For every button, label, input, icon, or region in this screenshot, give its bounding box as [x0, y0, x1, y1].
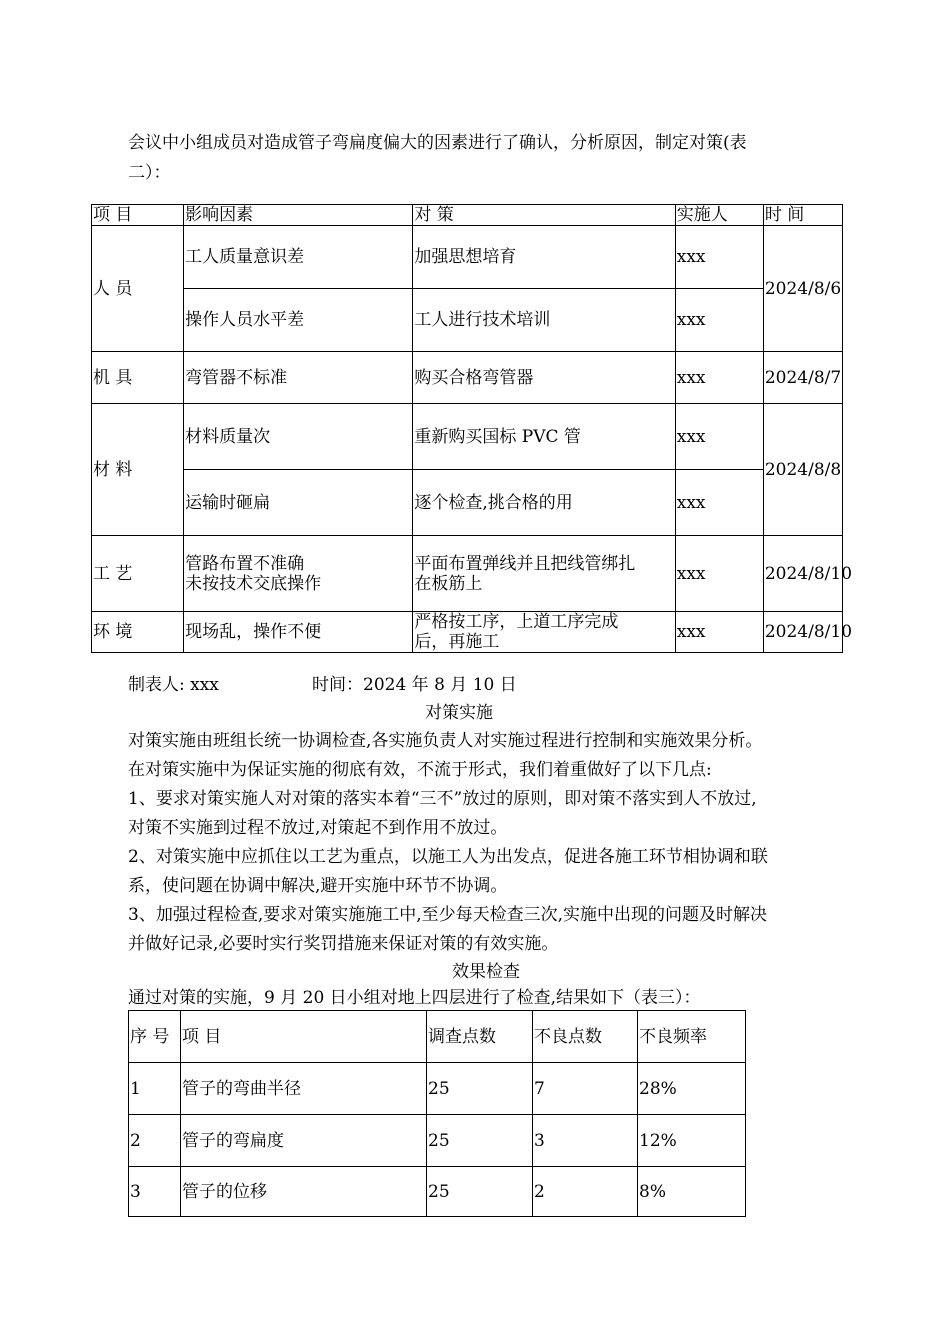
- factor-cell: 操作人员水平差: [184, 289, 413, 352]
- measure-cell: 购买合格弯管器: [413, 352, 675, 404]
- factor-line: 未按技术交底操作: [185, 573, 322, 594]
- header-cell: 不良点数: [533, 1011, 638, 1063]
- table-cell: 2: [533, 1167, 638, 1217]
- table-cell: 3: [129, 1167, 181, 1217]
- header-cell: 影响因素: [184, 205, 413, 226]
- measure-cell: 重新购买国标 PVC 管: [413, 404, 675, 470]
- header-cell: 项 目: [181, 1011, 427, 1063]
- table-row: [129, 1063, 746, 1115]
- table-cell: 25: [427, 1167, 533, 1217]
- factor-cell: 运输时砸扁: [184, 470, 413, 536]
- table-cell: 8%: [638, 1167, 746, 1217]
- header-cell: 不良频率: [638, 1011, 746, 1063]
- table-row: [92, 404, 843, 470]
- paragraph-line: 系，使问题在协调中解决,避开实施中环节不协调。: [128, 876, 508, 896]
- person-cell: xxx: [675, 612, 763, 653]
- date-cell: 2024/8/10: [763, 612, 842, 653]
- table-cell: 管子的弯扁度: [181, 1115, 427, 1167]
- measure-cell: 加强思想培育: [413, 226, 675, 289]
- table-row: [92, 536, 843, 612]
- measure-line: 后，再施工: [414, 632, 500, 652]
- table-cell: 2: [129, 1115, 181, 1167]
- measure-cell: [413, 536, 675, 612]
- table-cell: 12%: [638, 1115, 746, 1167]
- header-cell: 调查点数: [427, 1011, 533, 1063]
- table-row: [92, 352, 843, 404]
- date-cell: 2024/8/10: [763, 536, 842, 612]
- table-row: [92, 470, 843, 536]
- header-cell: 对 策: [413, 205, 675, 226]
- measure-cell: 逐个检查,挑合格的用: [413, 470, 675, 536]
- table-cell: 管子的位移: [181, 1167, 427, 1217]
- date-cell: 2024/8/7: [763, 352, 842, 404]
- header-cell: 序 号: [129, 1011, 181, 1063]
- intro-line-1: 会议中小组成员对造成管子弯扁度偏大的因素进行了确认，分析原因，制定对策(表: [128, 133, 747, 153]
- paragraph-line: 在对策实施中为保证实施的彻底有效，不流于形式，我们着重做好了以下几点:: [128, 760, 712, 780]
- factor-cell: [184, 536, 413, 612]
- header-cell: 实施人: [675, 205, 763, 226]
- person-cell: xxx: [675, 536, 763, 612]
- factor-cell: 现场乱，操作不便: [184, 612, 413, 653]
- category-cell: 材 料: [92, 404, 184, 536]
- intro-line-2: 二）：: [128, 163, 171, 183]
- category-cell: 机 具: [92, 352, 184, 404]
- header-cell: 项 目: [92, 205, 184, 226]
- category-cell: 工 艺: [92, 536, 184, 612]
- table-row: [92, 612, 843, 653]
- paragraph-line: 对策实施由班组长统一协调检查,各实施负责人对实施过程进行控制和实施效果分析。: [128, 731, 763, 751]
- effect-check-table: [128, 1010, 746, 1217]
- person-cell: xxx: [675, 404, 763, 470]
- table-cell: 28%: [638, 1063, 746, 1115]
- person-cell: xxx: [675, 470, 763, 536]
- table-cell: 25: [427, 1115, 533, 1167]
- table-cell: 7: [533, 1063, 638, 1115]
- category-cell: 人 员: [92, 226, 184, 352]
- factor-cell: 弯管器不标准: [184, 352, 413, 404]
- table-cell: 1: [129, 1063, 181, 1115]
- paragraph-line: 1、要求对策实施人对对策的落实本着“三不”放过的原则，即对策不落实到人不放过,: [128, 789, 757, 809]
- effect-check-intro: 通过对策的实施，9 月 20 日小组对地上四层进行了检查,结果如下（表三）：: [128, 988, 701, 1008]
- person-cell: xxx: [675, 226, 763, 289]
- measure-cell: [413, 612, 675, 653]
- person-cell: xxx: [675, 352, 763, 404]
- measure-line: 平面布置弹线并且把线管绑扎: [414, 553, 636, 574]
- date-cell: 2024/8/6: [763, 226, 842, 352]
- table-row: [129, 1115, 746, 1167]
- measure-line: 严格按工序，上道工序完成: [414, 612, 619, 632]
- person-cell: xxx: [675, 289, 763, 352]
- paragraph-line: 并做好记录,必要时实行奖罚措施来保证对策的有效实施。: [128, 934, 559, 954]
- table-row: [92, 226, 843, 289]
- section-title-effect-check: 效果检查: [452, 962, 520, 982]
- measure-line: 在板筋上: [414, 573, 483, 594]
- table-cell: 3: [533, 1115, 638, 1167]
- header-cell: 时 间: [763, 205, 842, 226]
- table-row: [92, 289, 843, 352]
- paragraph-line: 3、加强过程检查,要求对策实施施工中,至少每天检查三次,实施中出现的问题及时解决: [128, 905, 768, 925]
- paragraph-line: 对策不实施到过程不放过,对策起不到作用不放过。: [128, 818, 508, 838]
- factor-line: 管路布置不准确: [185, 553, 305, 574]
- factor-cell: 工人质量意识差: [184, 226, 413, 289]
- table-row: [129, 1167, 746, 1217]
- category-cell: 环 境: [92, 612, 184, 653]
- table-maker: 制表人: xxx: [128, 675, 219, 695]
- table-header-row: [92, 205, 843, 226]
- date-cell: 2024/8/8: [763, 404, 842, 536]
- countermeasure-table: [91, 204, 853, 653]
- section-title-implementation: 对策实施: [425, 703, 493, 723]
- table-cell: 25: [427, 1063, 533, 1115]
- table-cell: 管子的弯曲半径: [181, 1063, 427, 1115]
- paragraph-line: 2、对策实施中应抓住以工艺为重点，以施工人为出发点，促进各施工环节相协调和联: [128, 847, 768, 867]
- factor-cell: 材料质量次: [184, 404, 413, 470]
- measure-cell: 工人进行技术培训: [413, 289, 675, 352]
- table-date: 时间：2024 年 8 月 10 日: [312, 675, 517, 695]
- table-header-row: [129, 1011, 746, 1063]
